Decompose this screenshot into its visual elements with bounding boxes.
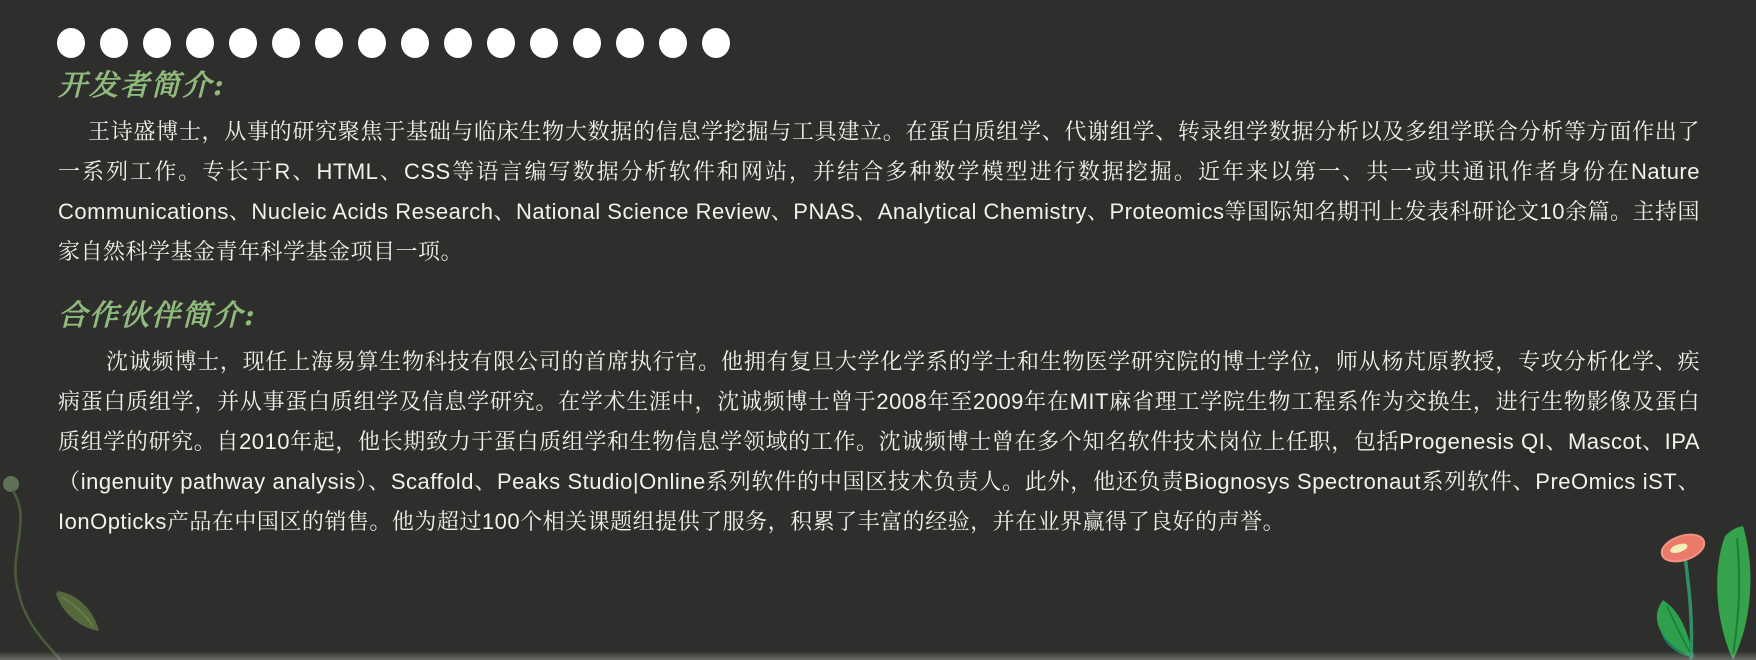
binding-holes bbox=[57, 28, 730, 58]
developer-intro-body: 王诗盛博士，从事的研究聚焦于基础与临床生物大数据的信息学挖掘与工具建立。在蛋白质组学、代谢组学、转录组学数据分析以及多组学联合分析等方面作出了一系列工作。专长于R、HTML、CSS等语言编写数据分析软件和网站，并结合多种数学模型进行数据挖掘。近年来以第一、共一或共通讯作者身份在Nature Communications、Nucleic Acids Research、National Science Review、PNAS、Analytical Chemistry、Proteomics等国际知名期刊上发表科研论文10余篇。主持国家自然科学基金青年科学基金项目一项。 bbox=[58, 119, 1700, 264]
binding-hole bbox=[530, 28, 558, 58]
binding-hole bbox=[272, 28, 300, 58]
developer-intro-heading: 开发者简介: bbox=[58, 68, 226, 102]
binding-hole bbox=[616, 28, 644, 58]
binding-hole bbox=[229, 28, 257, 58]
binding-hole bbox=[100, 28, 128, 58]
binding-hole bbox=[143, 28, 171, 58]
partner-intro-body: 沈诚频博士，现任上海易算生物科技有限公司的首席执行官。他拥有复旦大学化学系的学士和生物医学研究院的博士学位，师从杨芃原教授，专攻分析化学、疾病蛋白质组学，并从事蛋白质组学及信息学研究。在学术生涯中，沈诚频博士曾于2008年至2009年在MIT麻省理工学院生物工程系作为交换生，进行生物影像及蛋白质组学的研究。自2010年起，他长期致力于蛋白质组学和生物信息学领域的工作。沈诚频博士曾在多个知名软件技术岗位上任职，包括Progenesis QI、Mascot、IPA（ingenuity pathway analysis）、Scaffold、Peaks Studio|Online系列软件的中国区技术负责人。此外，他还负责Biognosys Spectronaut系列软件、PreOmics iST、IonOpticks产品在中国区的销售。他为超过100个相关课题组提供了服务，积累了丰富的经验，并在业界赢得了良好的声誉。 bbox=[58, 349, 1700, 534]
binding-hole bbox=[57, 28, 85, 58]
binding-hole bbox=[401, 28, 429, 58]
binding-hole bbox=[186, 28, 214, 58]
binding-hole bbox=[444, 28, 472, 58]
binding-hole bbox=[659, 28, 687, 58]
partner-intro-heading: 合作伙伴简介: bbox=[58, 298, 257, 332]
binding-hole bbox=[487, 28, 515, 58]
section-developer-intro bbox=[58, 68, 1700, 272]
content-area bbox=[58, 68, 1700, 542]
section-partner-intro bbox=[58, 298, 1700, 542]
binding-hole bbox=[573, 28, 601, 58]
slide-bottom-edge bbox=[0, 651, 1756, 660]
binding-hole bbox=[315, 28, 343, 58]
binding-hole bbox=[702, 28, 730, 58]
binding-hole bbox=[358, 28, 386, 58]
